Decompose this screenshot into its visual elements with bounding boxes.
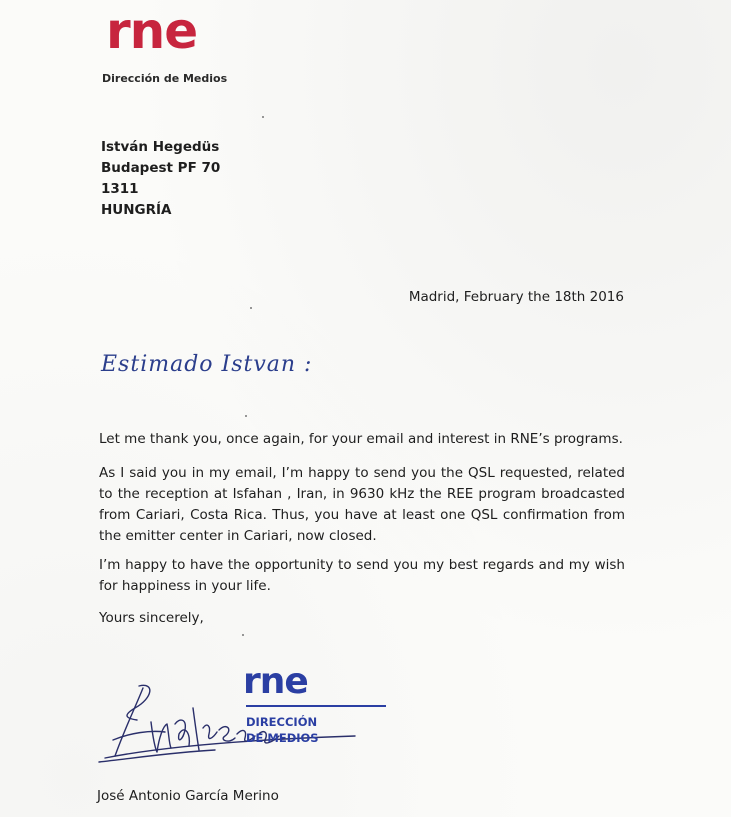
letter-date: Madrid, February the 18th 2016 — [408, 289, 624, 305]
stamp-line-1: DIRECCIÓN — [246, 715, 318, 729]
stamp-label — [246, 714, 319, 746]
stamp-line-2: DE MEDIOS — [246, 731, 319, 745]
stamp-divider — [246, 705, 386, 707]
scan-speck — [242, 634, 244, 636]
handwritten-signature — [95, 678, 365, 768]
body-paragraph-1: Let me thank you, once again, for your email and interest in RNE’s programs. — [99, 431, 623, 447]
recipient-address — [101, 137, 220, 221]
recipient-name: István Hegedüs — [101, 139, 220, 155]
scan-speck — [262, 116, 264, 118]
handwritten-greeting: Estimado Istvan : — [101, 352, 313, 377]
recipient-street: Budapest PF 70 — [101, 160, 221, 176]
signatory-name: José Antonio García Merino — [97, 788, 279, 804]
scan-speck — [250, 307, 252, 309]
recipient-postal: 1311 — [101, 181, 139, 197]
stamp-rne-logo: rne — [243, 661, 308, 702]
department-label: Dirección de Medios — [102, 72, 228, 85]
recipient-country: HUNGRÍA — [101, 202, 172, 218]
closing-line: Yours sincerely, — [99, 610, 204, 626]
scan-speck — [245, 415, 247, 417]
body-paragraph-2: As I said you in my email, I’m happy to send you the QSL requested, related to the reception at Isfahan , Iran, in 9630 kHz the REE program broadcasted from Cariari, Costa Rica. Thus, you have at least one QSL confirmation from the emitter center in Cariari, now closed. — [99, 465, 625, 544]
body-paragraph-3: I’m happy to have the opportunity to send you my best regards and my wish for happiness in your life. — [99, 557, 625, 594]
rne-logo: rne — [106, 2, 198, 60]
